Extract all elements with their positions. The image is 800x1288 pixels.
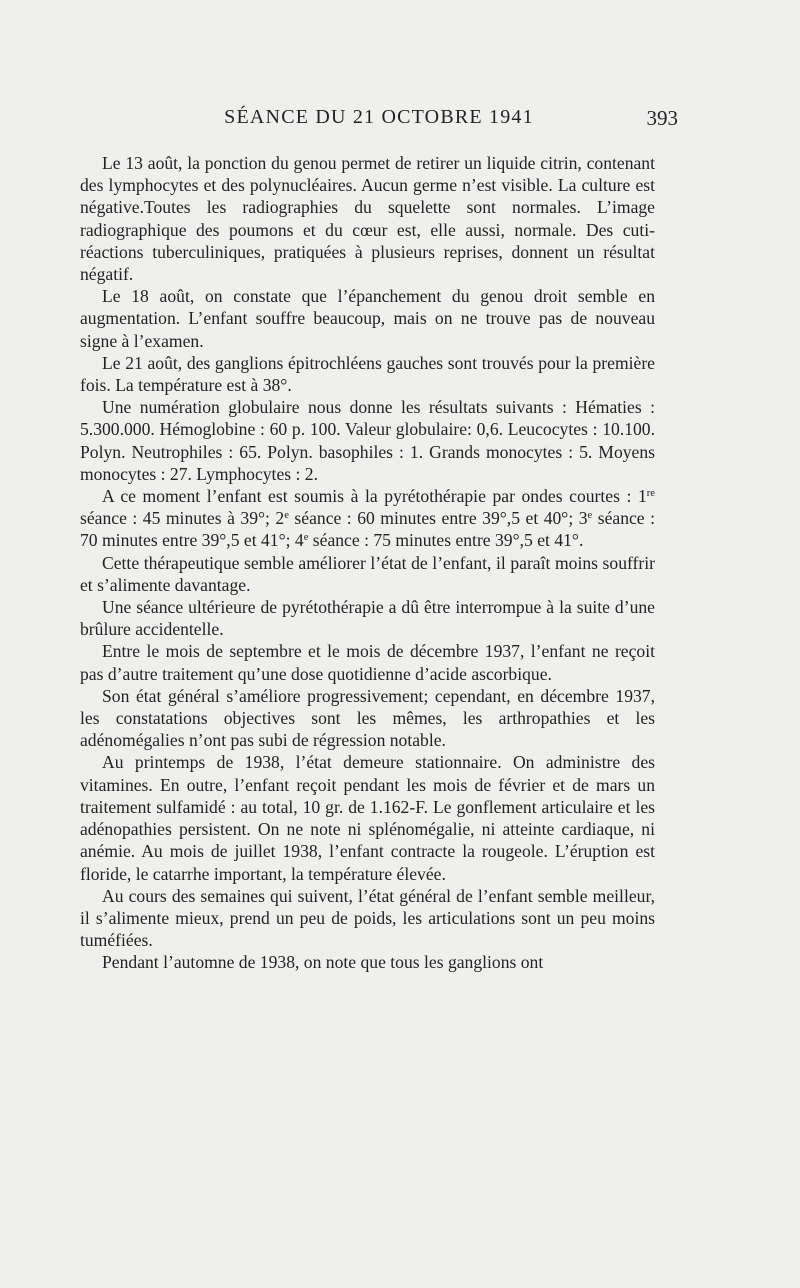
paragraph-automne-1938: Pendant l’automne de 1938, on note que tous les ganglions ont [102,952,544,973]
paragraph-therapeutique: Cette thérapeutique semble améliorer l’état de l’enfant, il paraît moins souffrir et s’alimente davantage. [80,552,655,595]
paragraph-epanchement: Le 18 août, on constate que l’épanchement du genou droit semble en augmentation. L’enfant souffre beaucoup, mais on ne trouve pas de nouveau signe à l’examen. [80,286,655,351]
page-number: 393 [646,106,678,130]
paragraph-etat-general: Son état général s’améliore progressivement; cependant, en décembre 1937, les constatations objectives sont les mêmes, les arthropathies et les adénomégalies n’ont pas subi de régression notable. [80,685,655,751]
running-head [80,106,678,136]
paragraph-numeration: Une numération globulaire nous donne les résultats suivants : Hématies : 5.300.000. Hémoglobine : 60 p. 100. Valeur globulaire: 0,6. Leucocytes : 10.100. Polyn. Neutrophiles : 65. Polyn. basophiles : 1. Grands monocytes : 5. Moyens monocytes : 27. Lymphocytes : 2. [80,397,655,484]
paragraph-seance-ulterieure: Une séance ultérieure de pyrétothérapie a dû être interrompue à la suite d’une brûlure accidentelle. [80,597,655,640]
paragraph-ponction: Le 13 août, la ponction du genou permet de retirer un liquide citrin, contenant des lymphocytes et des polynucléaires. Aucun germe n’est visible. La culture est négative.Toutes les radiographies du squelette sont normales. L’image radiographique des poumons et du cœur est, elle aussi, normale. Des cuti-réactions tuberculiniques, pratiquées à plusieurs reprises, donnent un résultat négatif. [80,153,655,285]
paragraph-pyretotherapie: A ce moment l’enfant est soumis à la pyrétothérapie par ondes courtes : 1re séance : 45 minutes à 39°; 2e séance : 60 minutes entre 39°,5 et 40°; 3e séance : 70 minutes entre 39°,5 et 41°; 4e séance : 75 minutes entre 39°,5 et 41°. [80,486,655,551]
paragraph-printemps-1938: Au printemps de 1938, l’état demeure stationnaire. On administre des vitamines. En outre, l’enfant reçoit pendant les mois de février et de mars un traitement sulfamidé : au total, 10 gr. de 1.162-F. Le gonflement articulaire et les adénopathies persistent. On ne note ni splénomégalie, ni atteinte cardiaque, ni anémie. Au mois de juillet 1938, l’enfant contracte la rougeole. L’éruption est floride, le catarrhe important, la température élevée. [80,752,655,884]
paragraph-ganglions: Le 21 août, des ganglions épitrochléens gauches sont trouvés pour la première fois. La température est à 38°. [80,352,655,396]
paragraph-septembre-decembre: Entre le mois de septembre et le mois de décembre 1937, l’enfant ne reçoit pas d’autre traitement qu’une dose quotidienne d’acide ascorbique. [80,641,655,684]
paragraph-semaines-suivantes: Au cours des semaines qui suivent, l’état général de l’enfant semble meilleur, il s’alimente mieux, prend un peu de poids, les articulations sont un peu moins tuméfiées. [80,885,655,951]
body-text [80,152,655,974]
running-title: SÉANCE DU 21 OCTOBRE 1941 [224,106,534,128]
